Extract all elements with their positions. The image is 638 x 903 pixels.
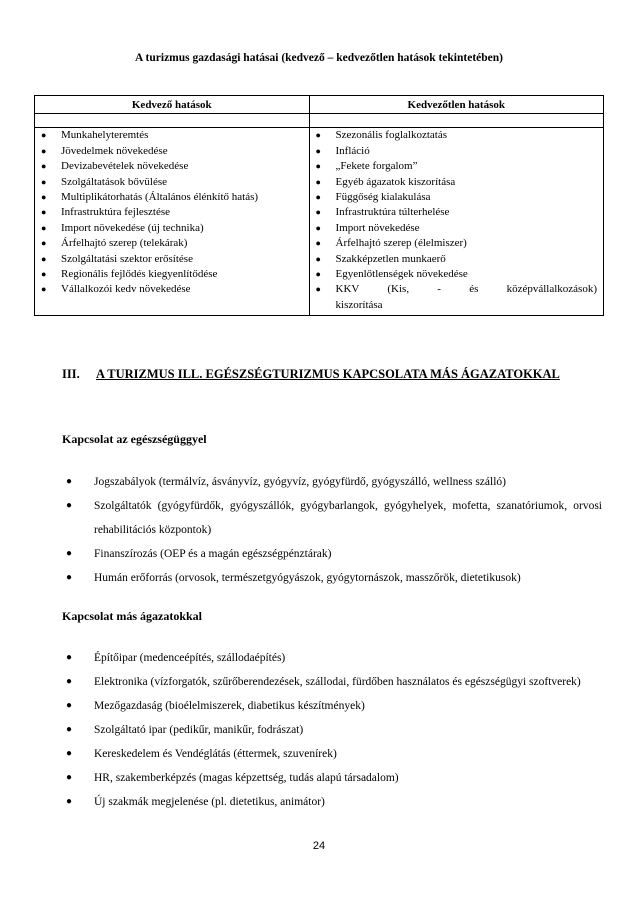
list-item xyxy=(62,718,602,742)
bullet-icon: ● xyxy=(315,222,321,233)
bullet-icon: ● xyxy=(66,748,73,759)
cell-text: Árfelhajtó szerep (élelmiszer) xyxy=(335,237,467,250)
bullet-icon: ● xyxy=(41,269,47,280)
cell-text: Jövedelmek növekedése xyxy=(61,144,168,157)
favorable-cell xyxy=(35,175,310,190)
table-row xyxy=(35,190,604,205)
bullet-icon: ● xyxy=(66,548,73,559)
cell-text: Szakképzetlen munkaerő xyxy=(335,252,446,265)
favorable-cell xyxy=(35,221,310,236)
header-favorable: Kedvező hatások xyxy=(35,96,310,114)
cell-text: Munkahelyteremtés xyxy=(61,129,149,142)
table-row xyxy=(35,205,604,220)
bullet-icon: ● xyxy=(66,724,73,735)
bullet-icon: ● xyxy=(66,500,73,511)
list-item-text: Finanszírozás (OEP és a magán egészségpénztárak) xyxy=(94,548,332,560)
list-item xyxy=(62,670,602,694)
bullet-icon: ● xyxy=(41,145,47,156)
favorable-cell xyxy=(35,205,310,220)
list-item xyxy=(62,790,602,814)
section-heading xyxy=(62,367,560,382)
unfavorable-cell xyxy=(309,236,603,251)
effects-table xyxy=(34,95,604,316)
cell-text: Egyéb ágazatok kiszorítása xyxy=(335,175,456,188)
cell-text: Szezonális foglalkoztatás xyxy=(335,129,448,142)
cell-text xyxy=(336,282,603,313)
bullet-icon: ● xyxy=(66,476,73,487)
table-row xyxy=(35,221,604,236)
cell-text: Import növekedése (új technika) xyxy=(61,221,204,234)
bullet-icon: ● xyxy=(66,772,73,783)
bullet-icon: ● xyxy=(66,796,73,807)
cell-text: Árfelhajtó szerep (telekárak) xyxy=(61,237,188,250)
table-row xyxy=(35,252,604,267)
page-title: A turizmus gazdasági hatásai (kedvező – kedvezőtlen hatások tekintetében) xyxy=(135,52,503,64)
favorable-cell xyxy=(35,236,310,251)
section-title: A TURIZMUS ILL. EGÉSZSÉGTURIZMUS KAPCSOLATA MÁS ÁGAZATOKKAL xyxy=(96,367,560,381)
bullet-icon: ● xyxy=(66,676,73,687)
table-row xyxy=(35,282,604,315)
bullet-icon: ● xyxy=(315,269,321,280)
cell-text: Szolgáltatások bővülése xyxy=(61,175,168,188)
list-item-text: Kereskedelem és Vendéglátás (éttermek, szuvenírek) xyxy=(94,748,337,760)
bullet-icon: ● xyxy=(41,192,47,203)
bullet-icon: ● xyxy=(66,700,73,711)
list-item-text: Elektronika (vízforgatók, szűrőberendezések, szállodai, fürdőben használatos és egészségügyi szoftverek) xyxy=(94,676,581,688)
list-item-text: Mezőgazdaság (bioélelmiszerek, diabetikus készítmények) xyxy=(94,700,365,712)
bullet-icon: ● xyxy=(315,176,321,187)
unfavorable-cell xyxy=(309,282,603,315)
other-list xyxy=(62,646,602,814)
table-row xyxy=(35,175,604,190)
list-item xyxy=(62,766,602,790)
bullet-icon: ● xyxy=(41,161,47,172)
bullet-icon: ● xyxy=(315,207,321,218)
list-item-text: Építőipar (medenceépítés, szállodaépítés) xyxy=(94,652,286,664)
bullet-icon: ● xyxy=(41,176,47,187)
cell-text: Multiplikátorhatás (Általános élénkítő hatás) xyxy=(61,191,259,204)
unfavorable-cell xyxy=(309,144,603,159)
bullet-icon: ● xyxy=(315,238,321,249)
favorable-cell xyxy=(35,128,310,144)
list-item xyxy=(62,542,602,566)
list-item xyxy=(62,470,602,494)
table-row xyxy=(35,236,604,251)
table-row xyxy=(35,128,604,144)
unfavorable-cell xyxy=(309,190,603,205)
unfavorable-cell xyxy=(309,128,603,144)
bullet-icon: ● xyxy=(41,253,47,264)
cell-text: Függőség kialakulása xyxy=(335,191,431,204)
bullet-icon: ● xyxy=(41,130,47,141)
bullet-icon: ● xyxy=(315,192,321,203)
bullet-icon: ● xyxy=(315,284,321,295)
bullet-icon: ● xyxy=(41,284,47,295)
list-item-text: Humán erőforrás (orvosok, természetgyógyászok, gyógytornászok, masszőrök, dietetikusok) xyxy=(94,572,521,584)
unfavorable-cell xyxy=(309,267,603,282)
health-heading: Kapcsolat az egészségüggyel xyxy=(62,432,207,446)
cell-text: Import növekedése xyxy=(335,221,420,234)
unfavorable-cell xyxy=(309,175,603,190)
cell-text: Infrastruktúra fejlesztése xyxy=(61,206,171,219)
favorable-cell xyxy=(35,252,310,267)
bullet-icon: ● xyxy=(315,161,321,172)
cell-text: Szolgáltatási szektor erősítése xyxy=(61,252,193,265)
table-header-row xyxy=(35,96,604,114)
cell-text: Regionális fejlődés kiegyenlítődése xyxy=(61,268,218,281)
cell-text: Infláció xyxy=(335,144,370,157)
table-row xyxy=(35,144,604,159)
list-item-text: Jogszabályok (termálvíz, ásványvíz, gyógyvíz, gyógyfürdő, gyógyszálló, wellness szálló) xyxy=(94,476,506,488)
list-item-text: Új szakmák megjelenése (pl. dietetikus, animátor) xyxy=(94,796,325,808)
unfavorable-cell xyxy=(309,159,603,174)
list-item xyxy=(62,694,602,718)
favorable-cell xyxy=(35,159,310,174)
bullet-icon: ● xyxy=(41,207,47,218)
cell-text: Vállalkozói kedv növekedése xyxy=(61,283,191,296)
bullet-icon: ● xyxy=(66,652,73,663)
list-item xyxy=(62,494,602,542)
cell-text: Devizabevételek növekedése xyxy=(61,160,189,173)
section-number: III. xyxy=(62,367,80,381)
unfavorable-cell xyxy=(309,205,603,220)
favorable-cell xyxy=(35,144,310,159)
cell-text: Egyenlőtlenségek növekedése xyxy=(335,268,468,281)
list-item xyxy=(62,742,602,766)
unfavorable-cell xyxy=(309,252,603,267)
cell-text-line: kiszorítása xyxy=(335,298,383,311)
list-item-text: HR, szakemberképzés (magas képzettség, tudás alapú társadalom) xyxy=(94,772,399,784)
list-item xyxy=(62,646,602,670)
bullet-icon: ● xyxy=(41,238,47,249)
cell-text: Infrastruktúra túlterhelése xyxy=(335,206,450,219)
list-item-text: Szolgáltatók (gyógyfürdők, gyógyszállók, gyógybarlangok, gyógyhelyek, mofetta, szanatóriumok, orvosi rehabilitációs központok) xyxy=(94,500,602,536)
favorable-cell xyxy=(35,190,310,205)
favorable-cell xyxy=(35,267,310,282)
table-row xyxy=(35,159,604,174)
cell-text-line: KKV (Kis, - és középvállalkozások) xyxy=(335,283,597,296)
effects-body xyxy=(35,128,604,316)
bullet-icon: ● xyxy=(315,253,321,264)
bullet-icon: ● xyxy=(315,145,321,156)
list-item-text: Szolgáltató ipar (pedikűr, manikűr, fodrászat) xyxy=(94,724,304,736)
table-spacer-row xyxy=(35,114,604,128)
health-list xyxy=(62,470,602,590)
list-item xyxy=(62,566,602,590)
page-number: 24 xyxy=(312,840,326,852)
bullet-icon: ● xyxy=(41,222,47,233)
table-row xyxy=(35,267,604,282)
other-heading: Kapcsolat más ágazatokkal xyxy=(62,609,203,623)
favorable-cell xyxy=(35,282,310,315)
cell-text: „Fekete forgalom” xyxy=(335,160,418,173)
unfavorable-cell xyxy=(309,221,603,236)
bullet-icon: ● xyxy=(315,130,321,141)
bullet-icon: ● xyxy=(66,572,73,583)
header-unfavorable: Kedvezőtlen hatások xyxy=(309,96,603,114)
